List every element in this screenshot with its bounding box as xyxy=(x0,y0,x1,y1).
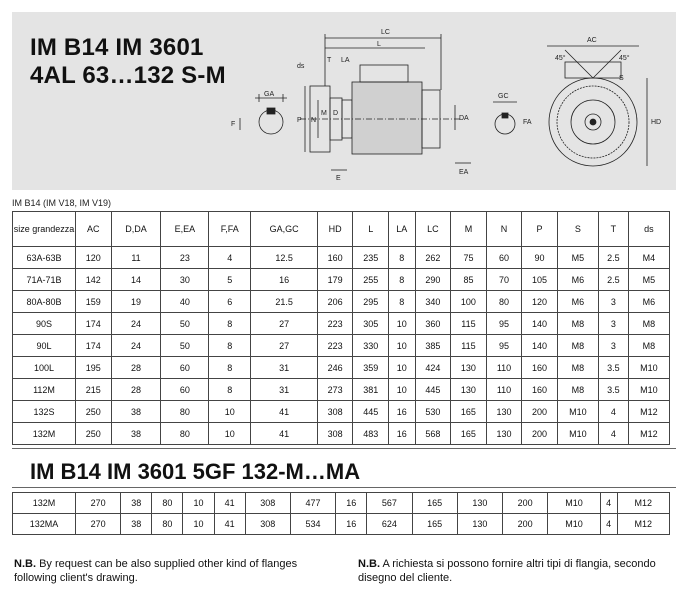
table-cell: M4 xyxy=(628,247,669,269)
table-cell: M12 xyxy=(628,423,669,445)
col-header: HD xyxy=(317,212,353,247)
table-cell: 120 xyxy=(76,247,112,269)
table-cell: 31 xyxy=(251,379,318,401)
table-cell: 10 xyxy=(388,313,415,335)
size-cell: 71A-71B xyxy=(13,269,76,291)
table-cell: 195 xyxy=(76,357,112,379)
table-cell: M10 xyxy=(628,357,669,379)
table-cell: 142 xyxy=(76,269,112,291)
table-cell: 19 xyxy=(111,291,161,313)
label-n: N xyxy=(311,117,317,124)
table-cell: 11 xyxy=(111,247,161,269)
table-cell: 3.5 xyxy=(598,357,628,379)
col-header: D,DA xyxy=(111,212,161,247)
table-cell: 381 xyxy=(353,379,389,401)
label-l: L xyxy=(377,41,381,48)
table-row xyxy=(13,423,670,445)
table-cell: 305 xyxy=(353,313,389,335)
table-cell: 8 xyxy=(388,269,415,291)
table-cell: 75 xyxy=(451,247,487,269)
table-cell: 80 xyxy=(161,401,209,423)
table-cell: 130 xyxy=(486,401,522,423)
table-cell: 41 xyxy=(251,423,318,445)
table-cell: 179 xyxy=(317,269,353,291)
table-cell: 160 xyxy=(317,247,353,269)
note-english xyxy=(14,557,334,585)
table-cell: 80 xyxy=(152,493,183,514)
table-cell: M5 xyxy=(628,269,669,291)
table1-caption: IM B14 (IM V18, IM V19) xyxy=(12,198,112,208)
motor-side-view xyxy=(300,34,471,170)
table-cell: M8 xyxy=(557,313,598,335)
table-cell: 250 xyxy=(76,423,112,445)
table-row xyxy=(13,379,670,401)
table-cell: 160 xyxy=(522,379,558,401)
table-cell: 206 xyxy=(317,291,353,313)
table-header-row xyxy=(13,212,670,247)
table-cell: 10 xyxy=(183,514,214,535)
label-ga: GA xyxy=(264,91,275,98)
table-cell: 41 xyxy=(251,401,318,423)
table-cell: 483 xyxy=(353,423,389,445)
note-label: N.B. xyxy=(14,558,36,570)
table-cell: 14 xyxy=(111,269,161,291)
table-cell: 115 xyxy=(451,335,487,357)
table-row xyxy=(13,269,670,291)
col-header-size: size grandezza xyxy=(13,212,76,247)
table-cell: 159 xyxy=(76,291,112,313)
table-cell: 41 xyxy=(214,514,245,535)
page-title xyxy=(30,34,226,90)
table-cell: 130 xyxy=(486,423,522,445)
section2-title: IM B14 IM 3601 5GF 132-M…MA xyxy=(30,459,361,484)
label-hd: HD xyxy=(651,119,662,126)
note-italian xyxy=(358,557,678,585)
table-cell: 140 xyxy=(522,335,558,357)
col-header: N xyxy=(486,212,522,247)
table-cell: 10 xyxy=(388,379,415,401)
label-fa: FA xyxy=(523,119,532,126)
table-cell: 567 xyxy=(367,493,412,514)
table-cell: 80 xyxy=(152,514,183,535)
table-cell: 10 xyxy=(209,401,251,423)
table-cell: 295 xyxy=(353,291,389,313)
table-cell: 105 xyxy=(522,269,558,291)
table-cell: M10 xyxy=(628,379,669,401)
table-cell: 270 xyxy=(76,493,121,514)
table-cell: 31 xyxy=(251,357,318,379)
table-cell: 41 xyxy=(214,493,245,514)
table-cell: 568 xyxy=(415,423,451,445)
table-cell: 174 xyxy=(76,313,112,335)
table-cell: 38 xyxy=(111,423,161,445)
size-cell: 100L xyxy=(13,357,76,379)
table-cell: 359 xyxy=(353,357,389,379)
size-cell: 90L xyxy=(13,335,76,357)
table-cell: 624 xyxy=(367,514,412,535)
table-cell: 165 xyxy=(412,493,457,514)
label-da: DA xyxy=(459,115,469,122)
note-text: A richiesta si possono fornire altri tipi di flangia, secondo disegno del cliente. xyxy=(358,558,656,584)
table-cell: 308 xyxy=(245,493,290,514)
table-cell: 534 xyxy=(290,514,335,535)
label-ea: EA xyxy=(459,169,469,176)
col-header: T xyxy=(598,212,628,247)
table-cell: 4 xyxy=(598,401,628,423)
table-cell: 27 xyxy=(251,335,318,357)
table-cell: 308 xyxy=(317,423,353,445)
table-cell: 8 xyxy=(209,357,251,379)
table-cell: 4 xyxy=(600,514,617,535)
table-cell: 115 xyxy=(451,313,487,335)
table-cell: M10 xyxy=(557,401,598,423)
table-cell: 8 xyxy=(209,335,251,357)
table-cell: 200 xyxy=(522,401,558,423)
label-ds: ds xyxy=(297,63,305,70)
note-text: By request can be also supplied other kind of flanges following client's drawing. xyxy=(14,558,298,584)
table-cell: 30 xyxy=(161,269,209,291)
table-cell: 4 xyxy=(600,493,617,514)
table-cell: 200 xyxy=(522,423,558,445)
table-cell: 246 xyxy=(317,357,353,379)
table-cell: 6 xyxy=(209,291,251,313)
shaft-section-view xyxy=(240,94,287,134)
table-cell: 477 xyxy=(290,493,335,514)
size-cell: 132M xyxy=(13,493,76,514)
size-cell: 80A-80B xyxy=(13,291,76,313)
table-cell: 27 xyxy=(251,313,318,335)
table-cell: 120 xyxy=(522,291,558,313)
table-cell: 38 xyxy=(121,514,152,535)
col-header: GA,GC xyxy=(251,212,318,247)
label-la: LA xyxy=(341,57,350,64)
col-header: S xyxy=(557,212,598,247)
table-cell: 424 xyxy=(415,357,451,379)
table-cell: 50 xyxy=(161,335,209,357)
table-cell: 130 xyxy=(451,357,487,379)
table-cell: 2.5 xyxy=(598,247,628,269)
table-cell: 200 xyxy=(503,493,548,514)
table-cell: 95 xyxy=(486,335,522,357)
table-cell: 85 xyxy=(451,269,487,291)
label-d: D xyxy=(333,110,339,117)
table-cell: 308 xyxy=(245,514,290,535)
table-cell: 130 xyxy=(451,379,487,401)
table-row xyxy=(13,493,670,514)
note-label: N.B. xyxy=(358,558,380,570)
table-cell: 8 xyxy=(388,247,415,269)
table-cell: 16 xyxy=(251,269,318,291)
table-cell: M12 xyxy=(617,493,669,514)
table-cell: 360 xyxy=(415,313,451,335)
label-angle-left: 45° xyxy=(555,55,566,62)
table-cell: 3.5 xyxy=(598,379,628,401)
shaft-section-view-2 xyxy=(493,102,517,134)
table-cell: 23 xyxy=(161,247,209,269)
table-cell: 5 xyxy=(209,269,251,291)
col-header: M xyxy=(451,212,487,247)
label-s: S xyxy=(619,75,624,82)
table-cell: 165 xyxy=(451,401,487,423)
table-cell: 16 xyxy=(388,401,415,423)
table-cell: M8 xyxy=(557,379,598,401)
table-row xyxy=(13,357,670,379)
table-cell: 38 xyxy=(121,493,152,514)
table-cell: 10 xyxy=(388,357,415,379)
col-header: P xyxy=(522,212,558,247)
table-cell: 16 xyxy=(336,493,367,514)
table-cell: M12 xyxy=(617,514,669,535)
label-gc: GC xyxy=(498,93,509,100)
table-cell: 445 xyxy=(353,401,389,423)
col-header: LA xyxy=(388,212,415,247)
table-cell: 60 xyxy=(161,379,209,401)
table-cell: 12.5 xyxy=(251,247,318,269)
table-cell: 8 xyxy=(209,313,251,335)
table-cell: 10 xyxy=(388,335,415,357)
table-cell: M6 xyxy=(557,291,598,313)
table-cell: 4 xyxy=(209,247,251,269)
table-cell: 28 xyxy=(111,357,161,379)
col-header: F,FA xyxy=(209,212,251,247)
table-cell: 16 xyxy=(388,423,415,445)
motor-dimension-drawing xyxy=(215,20,675,185)
table-cell: 110 xyxy=(486,357,522,379)
table-cell: 24 xyxy=(111,313,161,335)
table-cell: M12 xyxy=(628,401,669,423)
label-ac: AC xyxy=(587,37,597,44)
table-row xyxy=(13,401,670,423)
table-cell: 3 xyxy=(598,313,628,335)
col-header: AC xyxy=(76,212,112,247)
table-cell: M8 xyxy=(628,313,669,335)
table-cell: 28 xyxy=(111,379,161,401)
table-cell: 50 xyxy=(161,313,209,335)
table-cell: M6 xyxy=(557,269,598,291)
table-cell: 3 xyxy=(598,335,628,357)
size-cell: 132M xyxy=(13,423,76,445)
label-f: F xyxy=(231,121,236,128)
size-cell: 90S xyxy=(13,313,76,335)
table-cell: 174 xyxy=(76,335,112,357)
table-cell: 24 xyxy=(111,335,161,357)
table-cell: 16 xyxy=(336,514,367,535)
table-cell: 8 xyxy=(388,291,415,313)
table-cell: 60 xyxy=(486,247,522,269)
table-cell: 38 xyxy=(111,401,161,423)
table-cell: 40 xyxy=(161,291,209,313)
title-line-2: 4AL 63…132 S-M xyxy=(30,62,226,89)
table-row xyxy=(13,313,670,335)
label-angle-right: 45° xyxy=(619,55,630,62)
table-cell: 160 xyxy=(522,357,558,379)
table-cell: 235 xyxy=(353,247,389,269)
table-cell: M8 xyxy=(557,357,598,379)
table-cell: 165 xyxy=(451,423,487,445)
table-cell: 250 xyxy=(76,401,112,423)
table-cell: 130 xyxy=(457,493,502,514)
table-cell: 8 xyxy=(209,379,251,401)
label-e: E xyxy=(336,175,341,182)
table-row xyxy=(13,247,670,269)
table-cell: M10 xyxy=(548,514,600,535)
label-m: M xyxy=(321,110,327,117)
label-p: P xyxy=(297,117,302,124)
col-header: E,EA xyxy=(161,212,209,247)
table-row xyxy=(13,335,670,357)
table-cell: 270 xyxy=(76,514,121,535)
table-cell: 110 xyxy=(486,379,522,401)
table-row xyxy=(13,514,670,535)
col-header: ds xyxy=(628,212,669,247)
table-cell: M5 xyxy=(557,247,598,269)
table-cell: 165 xyxy=(412,514,457,535)
table-cell: M10 xyxy=(548,493,600,514)
table-cell: 223 xyxy=(317,335,353,357)
table-row xyxy=(13,291,670,313)
table-cell: 445 xyxy=(415,379,451,401)
table-cell: 70 xyxy=(486,269,522,291)
table-cell: 90 xyxy=(522,247,558,269)
table-cell: M10 xyxy=(557,423,598,445)
table-cell: M8 xyxy=(628,335,669,357)
table-cell: 200 xyxy=(503,514,548,535)
table-cell: 60 xyxy=(161,357,209,379)
table-cell: 80 xyxy=(486,291,522,313)
section-divider xyxy=(12,448,676,449)
table-cell: 215 xyxy=(76,379,112,401)
table-cell: 530 xyxy=(415,401,451,423)
label-t: T xyxy=(327,57,332,64)
table-cell: 330 xyxy=(353,335,389,357)
size-cell: 132MA xyxy=(13,514,76,535)
col-header: LC xyxy=(415,212,451,247)
motor-front-view xyxy=(547,46,647,166)
table-cell: 130 xyxy=(457,514,502,535)
table-cell: 290 xyxy=(415,269,451,291)
table-cell: 80 xyxy=(161,423,209,445)
table-cell: M8 xyxy=(557,335,598,357)
table-cell: 2.5 xyxy=(598,269,628,291)
table-cell: 10 xyxy=(209,423,251,445)
table-cell: 223 xyxy=(317,313,353,335)
table-cell: M6 xyxy=(628,291,669,313)
table-cell: 262 xyxy=(415,247,451,269)
table-cell: 10 xyxy=(183,493,214,514)
table-cell: 140 xyxy=(522,313,558,335)
size-cell: 63A-63B xyxy=(13,247,76,269)
table-cell: 4 xyxy=(598,423,628,445)
label-lc: LC xyxy=(381,29,390,36)
size-cell: 132S xyxy=(13,401,76,423)
table-cell: 21.5 xyxy=(251,291,318,313)
table-cell: 273 xyxy=(317,379,353,401)
table-cell: 255 xyxy=(353,269,389,291)
size-cell: 112M xyxy=(13,379,76,401)
table-cell: 3 xyxy=(598,291,628,313)
title-line-1: IM B14 IM 3601 xyxy=(30,34,204,61)
dimension-table-4al xyxy=(12,211,670,445)
table-cell: 308 xyxy=(317,401,353,423)
table-cell: 340 xyxy=(415,291,451,313)
col-header: L xyxy=(353,212,389,247)
table-cell: 95 xyxy=(486,313,522,335)
dimension-table-5gf xyxy=(12,492,670,535)
table-cell: 100 xyxy=(451,291,487,313)
table-cell: 385 xyxy=(415,335,451,357)
section-divider xyxy=(12,487,676,488)
